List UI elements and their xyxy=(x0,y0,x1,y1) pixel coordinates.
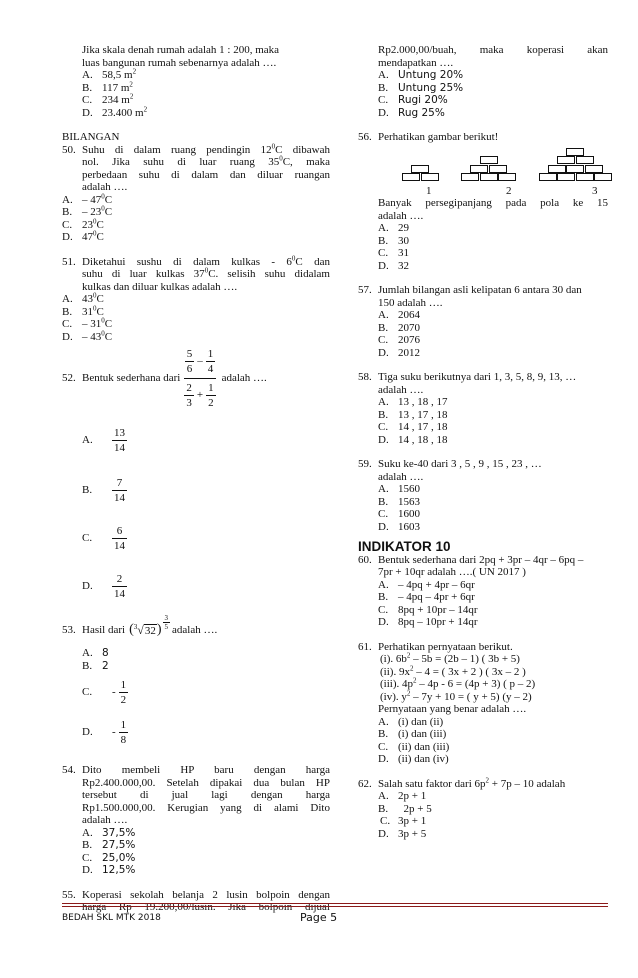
option-b: B. Untung 25% xyxy=(378,81,464,94)
brick-pattern-1 xyxy=(402,165,439,182)
question-62: 62. Salah satu faktor dari $6p^2 + 7p - 10$ adalah A. 2p + 1 B. 2p + 5 C. 3p + 1 D. 3p + 5 xyxy=(358,778,608,841)
question-number: 52. xyxy=(62,372,76,385)
brick xyxy=(498,173,516,181)
brick xyxy=(461,173,479,181)
option-c: C. 3p + 1 xyxy=(380,815,427,827)
option-c: C. (ii) dan (iii) xyxy=(378,740,450,753)
brick xyxy=(557,156,575,164)
option-c: C. 8pq + 10pr – 14qr xyxy=(378,603,478,616)
option-b: B. 27,5% xyxy=(82,839,136,851)
footer-title: BEDAH SKL MTK 2018 xyxy=(62,913,161,923)
option-c: C. $\frac{6}{14}$ xyxy=(82,524,125,552)
statement-ii: (ii). $9x^2 - 4$ = ( 3x + 2 ) ( 3x – 2 ) xyxy=(380,663,526,678)
brick xyxy=(548,165,566,173)
pattern-label: 2 xyxy=(506,184,512,197)
brick xyxy=(539,173,557,181)
question-57: 57. Jumlah bilangan asli kelipatan 6 antara 30 dan 150 adalah …. A. 2064 B. 2070 C. 2076 D. 2012 xyxy=(358,284,608,359)
option-b: B. 2p + 5 xyxy=(378,802,432,815)
brick xyxy=(576,173,594,181)
footer-rule xyxy=(62,903,608,904)
option-d: D. - $\frac{1}{8}$ xyxy=(82,718,127,746)
question-number: 57. xyxy=(358,284,372,296)
option-b: B. 30 xyxy=(378,234,409,247)
question-continued xyxy=(62,44,330,119)
question-number: 56. xyxy=(358,131,372,143)
option-d: D. 3p + 5 xyxy=(378,827,427,840)
option-c: C. 1600 xyxy=(378,508,420,520)
option-b: B. (i) dan (iii) xyxy=(378,728,447,740)
option-d: D. $\frac{2}{14}$ xyxy=(82,572,125,600)
option-c: C. 14 , 17 , 18 xyxy=(378,421,448,433)
question-53: 53. Hasil dari ( $^3$ √ 32 ) $\frac{3}{5}$ adalah …. A. 8 B. 2 C. - $\frac{1}{2}$ D. - $\frac{1}{8}$ xyxy=(62,622,330,752)
option-a: A. Untung 20% xyxy=(378,69,464,81)
question-number: 53. xyxy=(62,624,76,637)
option-c: C. 31 xyxy=(378,247,409,259)
option-d: D. 14 , 18 , 18 xyxy=(378,433,448,446)
option-d: D. 12,5% xyxy=(82,864,136,876)
statement-iv: (iv). $y^2 - 7y + 10$ = ( y + 5) (y – 2) xyxy=(380,688,532,703)
root-expression: ( $^3$ √ 32 ) $\frac{3}{5}$ xyxy=(129,614,169,638)
option-d: D. $47^0C$ xyxy=(62,229,104,243)
option-a: A. 58,5 $m^2$ xyxy=(82,67,137,81)
pattern-label: 1 xyxy=(426,184,432,197)
question-60: 60. Bentuk sederhana dari 2pq + 3pr – 4qr – 6pq – 7pr + 10qr adalah ….( UN 2017 ) A. – 4pq + 4pr – 6qr B. – 4pq – 4pr + 6qr C. 8pq + 10pr – 14qr D. 8pq – 10pr + 14qr xyxy=(358,554,608,629)
option-d: D. – $43^0C$ xyxy=(62,328,113,343)
question-text: Jika skala denah rumah adalah 1 : 200, maka xyxy=(82,44,280,56)
brick xyxy=(480,173,498,181)
question-number: 55. xyxy=(62,888,76,901)
option-d: D. 2012 xyxy=(378,346,420,359)
option-b: B. 117 $m^2$ xyxy=(82,79,133,94)
option-c: C. 234 $m^2$ xyxy=(82,92,134,106)
option-b: B. 13 , 17 , 18 xyxy=(378,408,448,421)
option-b: B. 2 xyxy=(82,659,109,672)
option-a: A. 2p + 1 xyxy=(378,790,427,802)
page-number: Page 5 xyxy=(300,911,338,924)
option-c: C. 2076 xyxy=(378,334,420,346)
brick xyxy=(489,165,507,173)
option-a: A. $\frac{13}{14}$ xyxy=(82,426,125,454)
brick xyxy=(470,165,488,173)
pattern-labels xyxy=(426,185,608,198)
option-a: A. – 4pq + 4pr – 6qr xyxy=(378,578,475,591)
question-number: 61. xyxy=(358,640,372,653)
question-54: 54. Dito membeli HP baru dengan harga Rp2.400.000,00. Setelah dipakai dua bulan HP tersebut di jual lagi dengan harga Rp1.500.000,00. Kerugian yang di alami Dito adalah …. A. 37,5% B. 27,5% C. 25,0% D. 12,5% xyxy=(62,764,330,876)
option-d: D. (ii) dan (iv) xyxy=(378,753,449,765)
option-d: D. 1603 xyxy=(378,520,420,533)
question-56: 56. Perhatikan gambar berikut! 1 2 3 Banyak persegipanjang pada pola ke 15 adalah …. A. 29 B. 30 C. 31 D. 32 xyxy=(358,131,608,272)
brick xyxy=(585,165,603,173)
brick xyxy=(557,173,575,181)
question-51: 51. Diketahui sushu di dalam kulkas - $6^0C$ dan suhu di luar kulkas $37^0C$. selisih suhu didalam kulkas dan diluar kulkas adalah …. A. $43^0C$ B. $31^0C$ C. – $31^0C$ D. – $43^0C$ xyxy=(62,253,330,343)
option-d: D. 23.400 $m^2$ xyxy=(82,104,148,119)
question-61: 61. Perhatikan pernyataan berikut. (i). $6b^2 - 5b = (2b - 1)$ ( 3b + 5) (ii). $9x^2 - 4$ = ( 3x + 2 ) ( 3x – 2 ) (iii). $4p^2 - 4p - 6 = (4p + 3)$ ( p – 2) (iv). $y^2 - 7y + 10$ = ( y + 5) (y – 2) Pernyataan yang benar adalah …. A. (i) dan (ii) B. (i) dan (iii) C. (ii) dan (iii) D. (ii) dan (iv) xyxy=(358,641,608,766)
question-text: luas bangunan rumah sebenarnya adalah …. xyxy=(82,56,277,69)
question-50: 50. Suhu di dalam ruang pendingin $12^0C$ dibawah nol. Jika suhu di luar ruang $35^0C$, maka perbedaan suhu di dalam dan diluar ruangan adalah …. A. – $47^0C$ B. – $23^0C$ C. $23^0C$ D. $47^0C$ xyxy=(62,141,330,243)
option-c: C. – $31^0C$ xyxy=(62,316,113,330)
option-b: B. $\frac{7}{14}$ xyxy=(82,476,125,504)
section-title: BILANGAN xyxy=(62,131,120,143)
statement-iii: (iii). $4p^2 - 4p - 6 = (4p + 3)$ ( p – 2) xyxy=(380,676,536,690)
option-c: C. 25,0% xyxy=(82,851,136,864)
question-number: 50. xyxy=(62,143,76,156)
brick xyxy=(594,173,612,181)
option-c: C. $23^0C$ xyxy=(62,216,104,231)
option-a: A. 29 xyxy=(378,222,409,234)
option-a: A. 13 , 18 , 17 xyxy=(378,396,448,408)
brick xyxy=(566,165,584,173)
option-a: A. 1560 xyxy=(378,483,420,495)
brick xyxy=(480,156,498,164)
option-a: A. 8 xyxy=(82,647,109,659)
question-number: 60. xyxy=(358,553,372,566)
option-d: D. Rug 25% xyxy=(378,106,445,119)
question-number: 54. xyxy=(62,764,76,776)
question-55-continued: Rp2.000,00/buah, maka koperasi akan mendapatkan …. A. Untung 20% B. Untung 25% C. Rugi 20% D. Rug 25% xyxy=(358,44,608,119)
footer-rule xyxy=(62,906,608,907)
brick xyxy=(566,148,584,156)
question-number: 58. xyxy=(358,371,372,383)
option-c: C. Rugi 20% xyxy=(378,94,448,106)
option-b: B. – 4pq – 4pr + 6qr xyxy=(378,591,475,603)
option-a: A. 37,5% xyxy=(82,826,136,839)
question-number: 59. xyxy=(358,458,372,470)
question-55: 55. Koperasi sekolah belanja 2 lusin bolpoin dengan harga Rp 19.200,00/lusin. Jika bolpoin dijual xyxy=(62,888,330,913)
option-b: B. $31^0C$ xyxy=(62,303,104,318)
left-column xyxy=(62,44,330,914)
indikator-heading: INDIKATOR 10 xyxy=(358,539,451,554)
right-column xyxy=(358,44,608,840)
question-number: 51. xyxy=(62,255,76,268)
brick-pattern-2 xyxy=(461,156,517,182)
question-number: 62. xyxy=(358,777,372,790)
option-b: B. 2070 xyxy=(378,321,420,334)
brick xyxy=(421,173,439,181)
option-d: D. 8pq – 10pr + 14qr xyxy=(378,616,478,628)
brick xyxy=(576,156,594,164)
statement-i: (i). $6b^2 - 5b = (2b - 1)$ ( 3b + 5) xyxy=(380,651,520,665)
question-52: 52. Bentuk sederhana dari $\frac{5}{6}$ – $\frac{1}{4}$ $\frac{2}{3}$ + $\frac{1}{2}$ adalah …. A. $\frac{13}{14}$ B. $\frac{7}{14}$ C. $\frac{6}{14}$ D. $\frac{2}{14}$ xyxy=(62,347,330,606)
pattern-label: 3 xyxy=(592,184,598,197)
option-b: B. 1563 xyxy=(378,495,420,508)
compound-fraction: $\frac{5}{6}$ – $\frac{1}{4}$ $\frac{2}{3}$ + $\frac{1}{2}$ xyxy=(186,348,214,409)
option-a: A. – $47^0C$ xyxy=(62,191,113,206)
brick xyxy=(411,165,429,173)
brick-pattern-figure xyxy=(402,148,608,182)
question-58: 58. Tiga suku berikutnya dari 1, 3, 5, 8, 9, 13, … adalah …. A. 13 , 18 , 17 B. 13 , 17 , 18 C. 14 , 17 , 18 D. 14 , 18 , 18 xyxy=(358,371,608,446)
option-a: A. $43^0C$ xyxy=(62,291,104,305)
brick-pattern-3 xyxy=(539,148,613,182)
brick xyxy=(402,173,420,181)
option-a: A. (i) dan (ii) xyxy=(378,715,444,728)
option-c: C. - $\frac{1}{2}$ xyxy=(82,678,127,706)
option-b: B. – $23^0C$ xyxy=(62,204,113,218)
question-59: 59. Suku ke-40 dari 3 , 5 , 9 , 15 , 23 , … adalah …. A. 1560 B. 1563 C. 1600 D. 1603 xyxy=(358,458,608,533)
option-a: A. 2064 xyxy=(378,309,420,321)
option-d: D. 32 xyxy=(378,259,409,272)
